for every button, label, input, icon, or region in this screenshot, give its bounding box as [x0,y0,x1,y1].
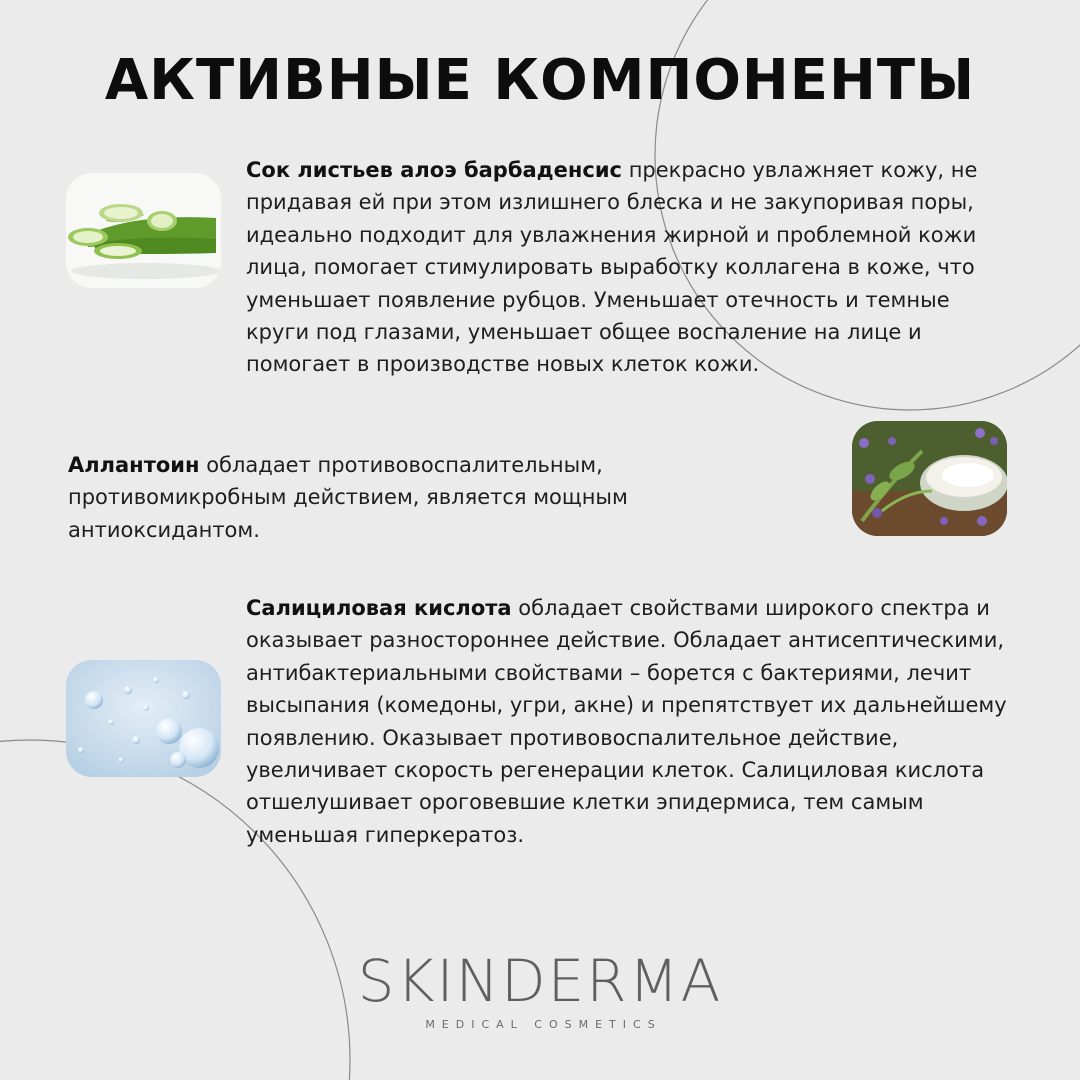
ingredient-aloe-name: Сок листьев алоэ барбаденсис [246,158,623,182]
ingredient-allantoin-text [68,449,758,546]
ingredient-allantoin-description: обладает противовоспалительным, противомикробным действием, является мощным антиоксидантом. [68,453,628,542]
brand-logo [0,947,1080,1031]
ingredient-aloe-text [246,154,1016,381]
brand-name: SKINDERMA [357,947,723,1015]
ingredient-aloe-description: прекрасно увлажняет кожу, не придавая ей при этом излишнего блеска и не закупоривая поры, идеально подходит для увлажнения жирной и проблемной кожи лица, помогает стимулировать выработку коллагена в коже, что уменьшает появление рубцов. Уменьшает отечность и темные круги под глазами, уменьшает общее воспаление на лице и помогает в производстве новых клеток кожи. [246,158,978,377]
ingredient-salicylic-text [246,592,1021,851]
water-bubbles-photo [66,660,221,777]
ingredient-allantoin-name: Аллантоин [68,453,200,477]
aloe-photo [66,173,221,288]
brand-tagline: MEDICAL COSMETICS [425,1018,662,1031]
herb-cream-photo [852,421,1007,536]
page-title: АКТИВНЫЕ КОМПОНЕНТЫ [104,48,976,113]
ingredient-salicylic-name: Салициловая кислота [246,596,512,620]
ingredient-salicylic-description: обладает свойствами широкого спектра и оказывает разностороннее действие. Обладает антисептическими, антибактериальными свойствами – борется с бактериями, лечит высыпания (комедоны, угри, акне) и препятствует их дальнейшему появлению. Оказывает противовоспалительное действие, увеличивает скорость регенерации клеток. Салициловая кислота отшелушивает ороговевшие клетки эпидермиса, тем самым уменьшая гиперкератоз. [246,596,1007,847]
